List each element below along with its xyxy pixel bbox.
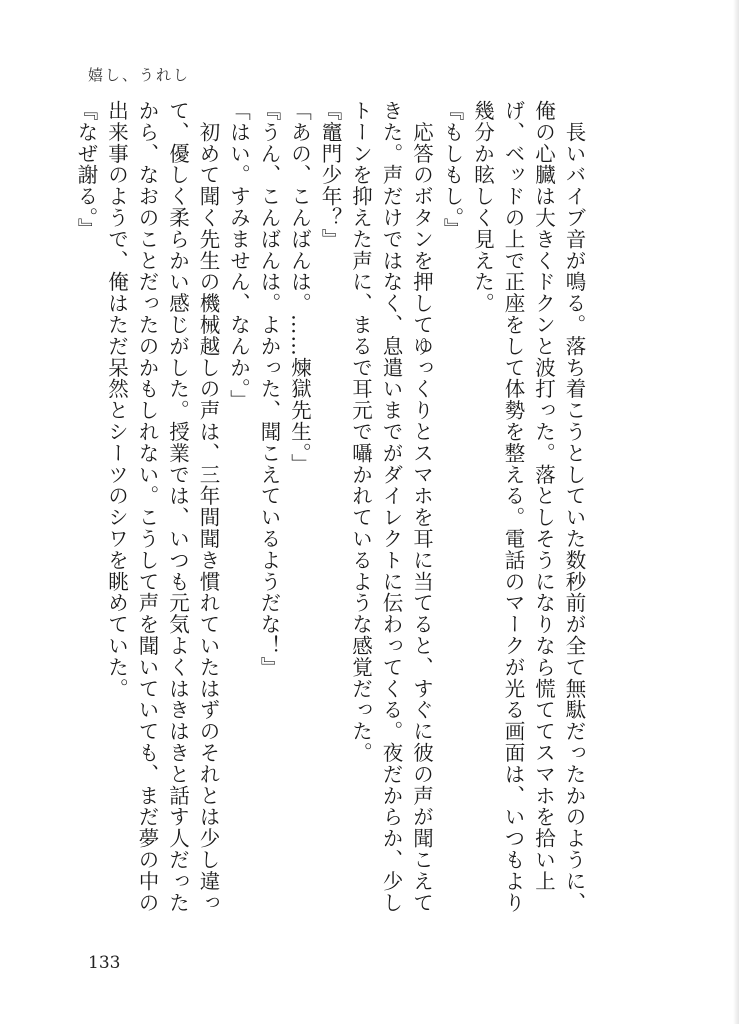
paragraph: 『竈門少年？』 <box>318 100 342 250</box>
paragraph: 『うん、こんばんは。よかった、聞こえているようだな！』 <box>257 100 281 678</box>
paragraph: 「はい。すみません、なんか。」 <box>226 100 251 411</box>
paragraph: 長いバイブ音が鳴る。落ち着こうとしていた数秒前が全て無駄だったかのように、俺の心臓は大きくドクンと波打った。落としそうになりなら慌ててスマホを拾い上げ、ベッドの上で正座をして体勢を整える。電話のマークが光る画面は、いつもより幾分か眩しく見えた。 <box>470 100 586 914</box>
paragraph: 「あの、こんばんは。……煉獄先生。」 <box>287 100 312 475</box>
running-header: 嬉し、うれし <box>88 66 191 84</box>
paragraph: 応答のボタンを押してゆっくりとスマホを耳に当てると、すぐに彼の声が聞こえてきた。声だけではなく、息遣いまでがダイレクトに伝わってくる。夜だからか、少しトーンを抑えた声に、まるで耳元で囁かれているような感覚だった。 <box>348 100 434 914</box>
paragraph: 『もしもし。』 <box>440 100 464 240</box>
body-text <box>71 100 590 930</box>
paragraph: 『なぜ謝る。』 <box>74 100 98 240</box>
paragraph: 初めて聞く先生の機械越しの声は、三年間聞き慣れていたはずのそれとは少し違って、優しく柔らかい感じがした。授業では、いつも元気よくはきはきと話す人だったから、なおのことだったのかもしれない。こうして声を聞いていても、まだ夢の中の出来事のようで、俺はただ呆然とシーツのシワを眺めていた。 <box>104 100 220 914</box>
page-edge <box>733 0 739 1024</box>
page-number: 133 <box>88 953 121 973</box>
